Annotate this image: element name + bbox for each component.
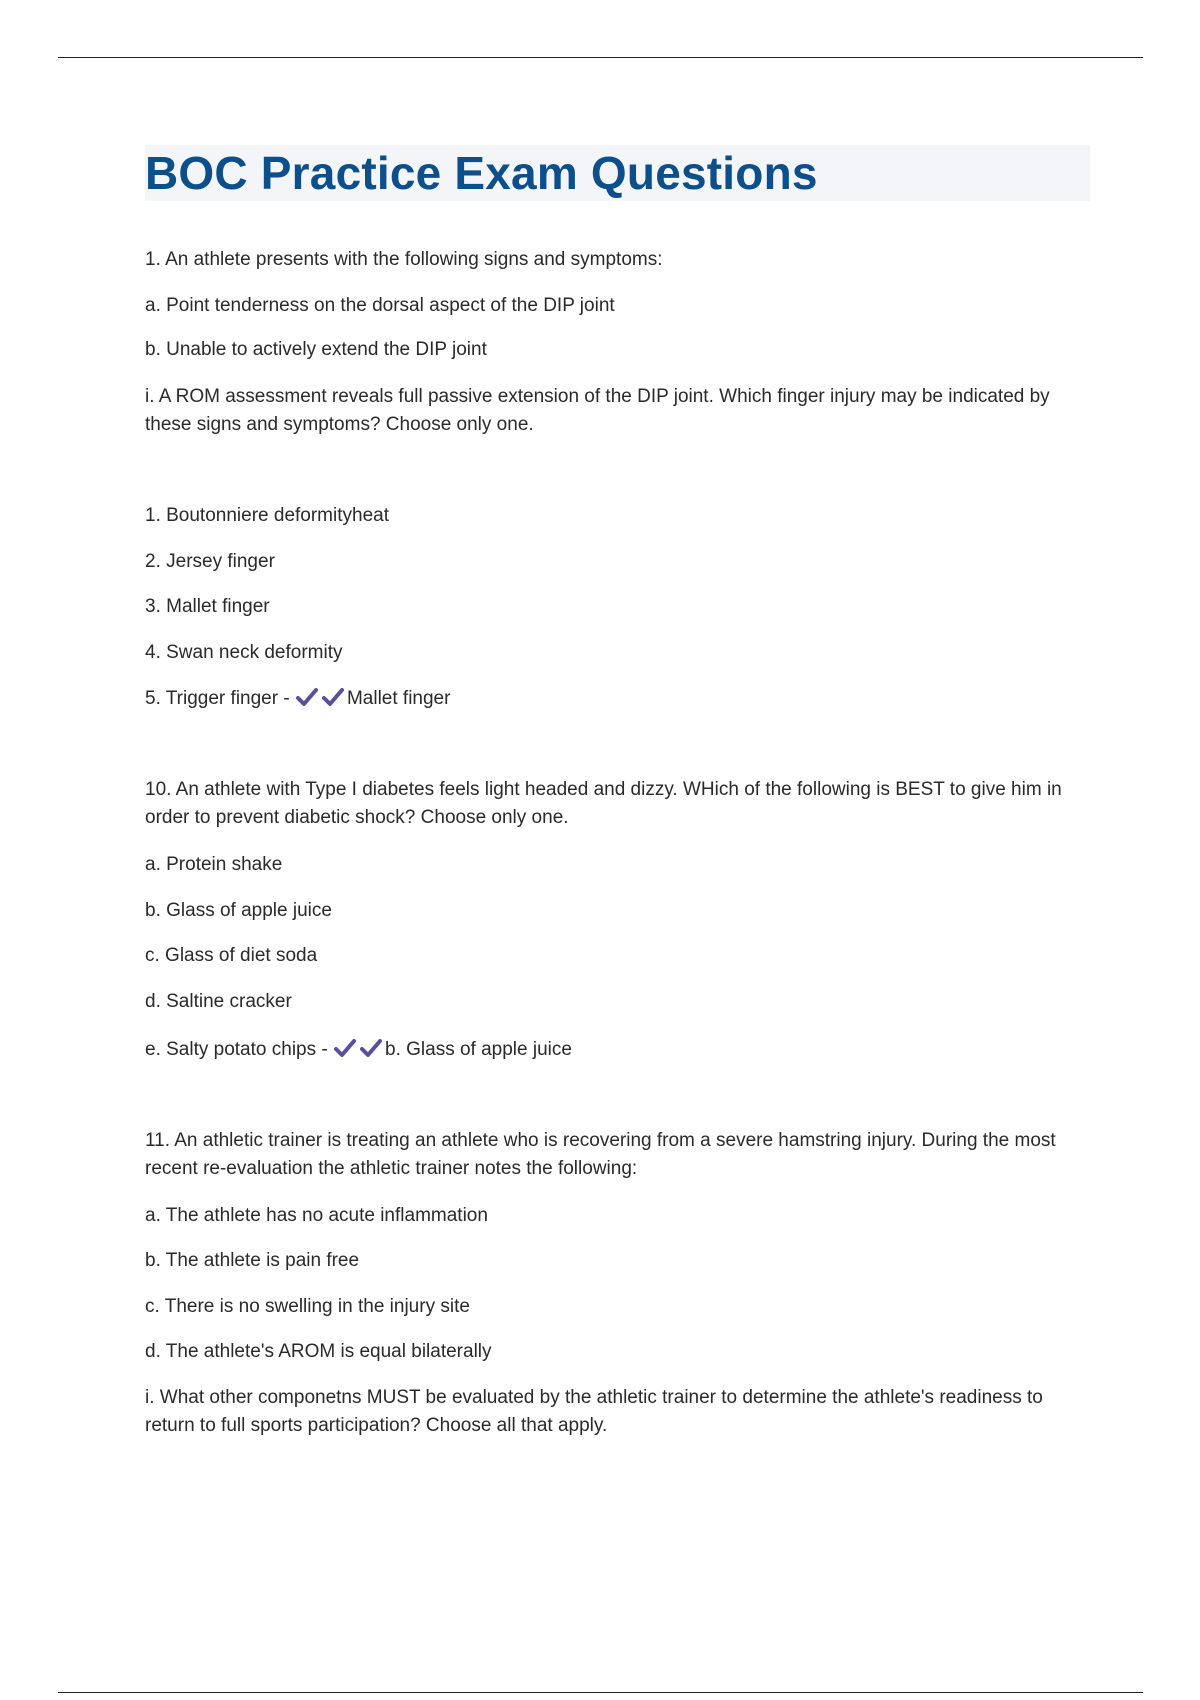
q11-finding-b: b. The athlete is pain free (145, 1250, 360, 1271)
q10-option-b: b. Glass of apple juice (145, 900, 332, 921)
check-mark-icon (333, 1038, 357, 1058)
q1-option-1: 1. Boutonniere deformityheat (145, 505, 389, 526)
q10-option-e-answer (145, 1036, 1090, 1064)
bottom-rule (58, 1692, 1143, 1693)
q1-correct-answer: Mallet finger (346, 688, 451, 709)
q11-finding-d: d. The athlete's AROM is equal bilaterally (145, 1341, 492, 1362)
q1-option-4: 4. Swan neck deformity (145, 642, 343, 663)
q1-option-3: 3. Mallet finger (145, 596, 270, 617)
q10-option-d: d. Saltine cracker (145, 991, 292, 1012)
q10-option-e: e. Salty potato chips - (145, 1039, 328, 1060)
q1-option-5-answer (145, 685, 1090, 713)
page-title: BOC Practice Exam Questions (145, 147, 818, 199)
q10-option-c: c. Glass of diet soda (145, 945, 318, 966)
q1-finding-a: a. Point tenderness on the dorsal aspect of the DIP joint (145, 295, 615, 316)
q10-option-a: a. Protein shake (145, 854, 283, 875)
q10-stem: 10. An athlete with Type I diabetes feels light headed and dizzy. WHich of the following is BEST to give him in order to prevent diabetic shock? Choose only one. (145, 779, 1062, 828)
check-mark-icon (359, 1038, 383, 1058)
q11-prompt: i. What other componetns MUST be evaluated by the athletic trainer to determine the athlete's readiness to return to full sports participation? Choose all that apply. (145, 1387, 1043, 1436)
q11-finding-a: a. The athlete has no acute inflammation (145, 1205, 488, 1226)
top-rule (58, 57, 1143, 58)
q1-prompt: i. A ROM assessment reveals full passive extension of the DIP joint. Which finger injury may be indicated by these signs and symptoms? Choose only one. (145, 386, 1050, 435)
check-mark-icon (321, 687, 345, 707)
check-mark-icon (295, 687, 319, 707)
q10-correct-answer: b. Glass of apple juice (385, 1039, 572, 1060)
q1-stem: 1. An athlete presents with the following signs and symptoms: (145, 249, 663, 270)
q11-stem: 11. An athletic trainer is treating an athlete who is recovering from a severe hamstring injury. During the most recent re-evaluation the athletic trainer notes the following: (145, 1130, 1056, 1179)
q1-option-5: 5. Trigger finger - (145, 688, 290, 709)
q1-finding-b: b. Unable to actively extend the DIP joint (145, 339, 487, 360)
q11-finding-c: c. There is no swelling in the injury site (145, 1296, 470, 1317)
q1-option-2: 2. Jersey finger (145, 551, 275, 572)
